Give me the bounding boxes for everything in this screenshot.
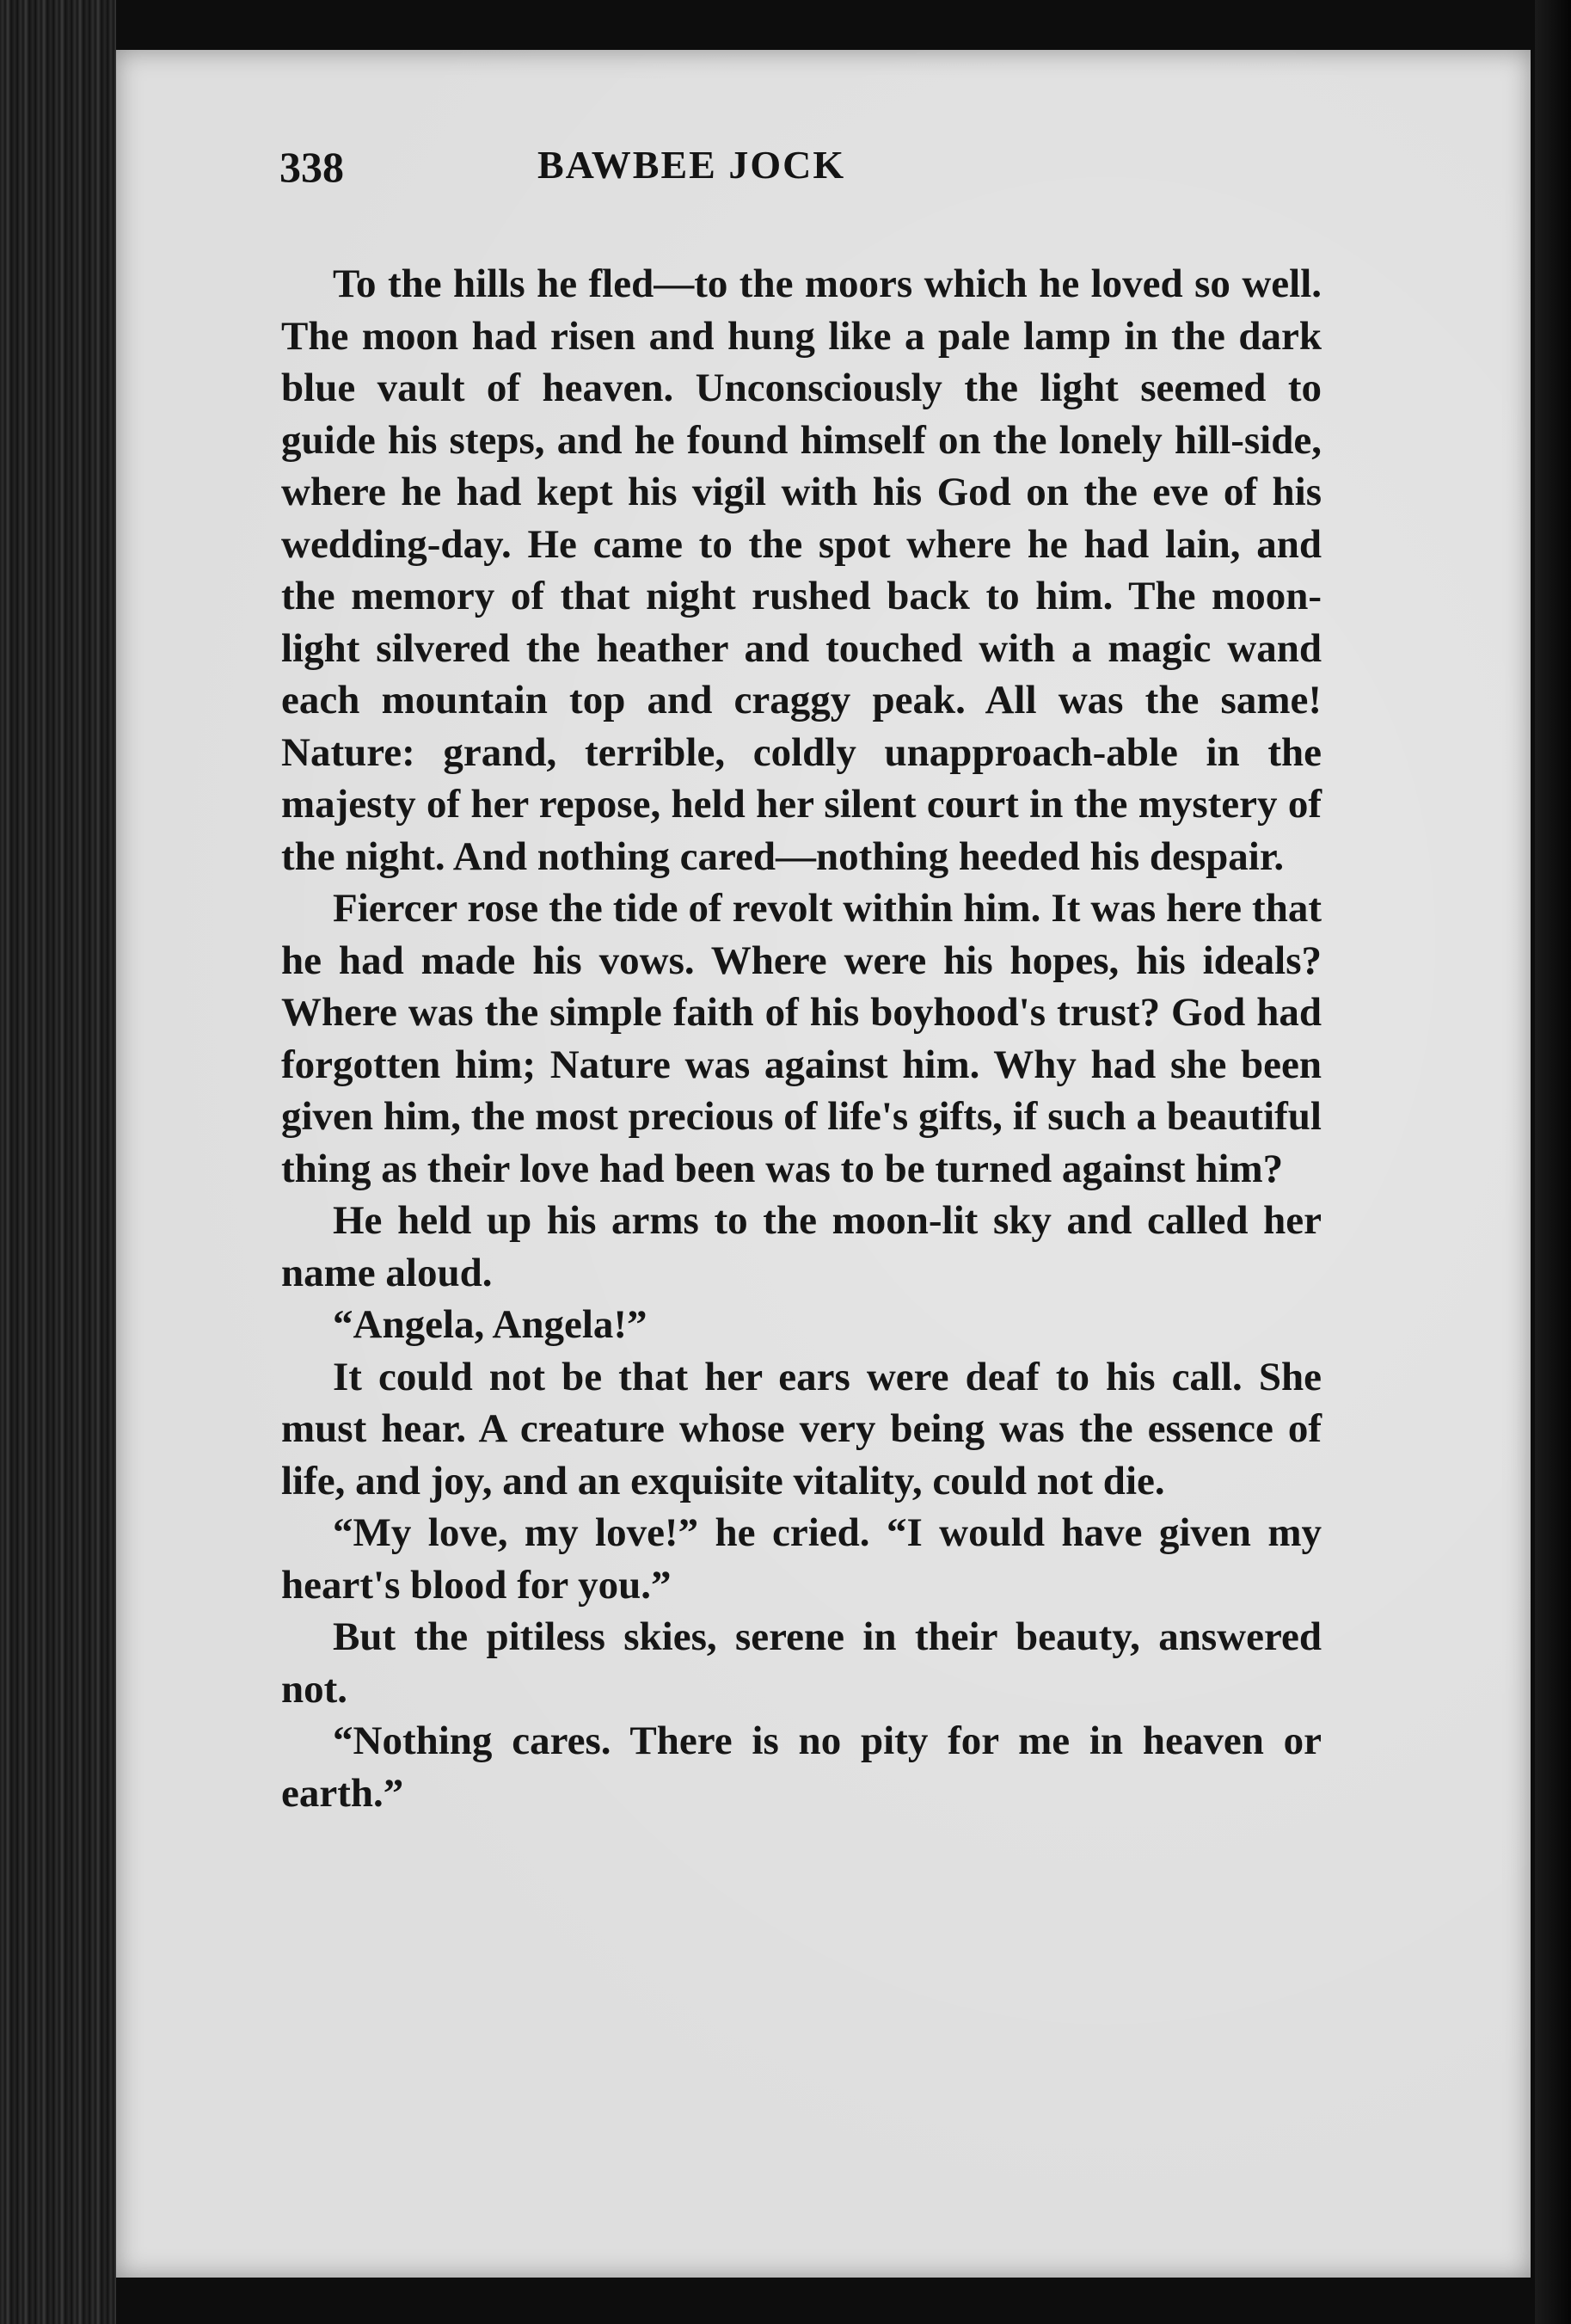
paragraph-2: Fiercer rose the tide of revolt within him. It was here that he had made his vows. Where were his hopes, his ideals? Where was the simple faith of his boyhood's trust? God had forgotten him; Nature was against him. Why had she been given him, the most precious of life's gifts, if such a beautiful thing as their love had been was to be turned against him? [281, 886, 1322, 1191]
paragraph-1: To the hills he fled—to the moors which he loved so well. The moon had risen and hung like a pale lamp in the dark blue vault of heaven. Unconsciously the light seemed to guide his steps, and he found himself on the lonely hill-side, where he had kept his vigil with his God on the eve of his wedding-day. He came to the spot where he had lain, and the memory of that night rushed back to him. The moon-light silvered the heather and touched with a magic wand each mountain top and craggy peak. All was the same! Nature: grand, terrible, coldly unapproach-able in the majesty of her repose, held her silent court in the mystery of the night. And nothing cared—nothing heeded his despair. [281, 261, 1322, 879]
paragraph-6: “My love, my love!” he cried. “I would have given my heart's blood for you.” [281, 1510, 1322, 1608]
page-header [279, 142, 1105, 202]
page-number: 338 [279, 143, 344, 191]
paragraph-3: He held up his arms to the moon-lit sky and called her name aloud. [281, 1198, 1322, 1295]
paragraph-8: “Nothing cares. There is no pity for me in heaven or earth.” [281, 1718, 1322, 1816]
paragraph-4: “Angela, Angela!” [333, 1302, 647, 1347]
book-spine-edge [0, 0, 116, 2324]
paragraph-7: But the pitiless skies, serene in their beauty, answered not. [281, 1614, 1322, 1712]
page-right-edge [1535, 0, 1571, 2324]
running-head-title: BAWBEE JOCK [537, 143, 846, 187]
paragraph-5: It could not be that her ears were deaf to his call. She must hear. A creature whose very being was the essence of life, and joy, and an exquisite vitality, could not die. [281, 1354, 1322, 1503]
body-text [281, 258, 1322, 1819]
